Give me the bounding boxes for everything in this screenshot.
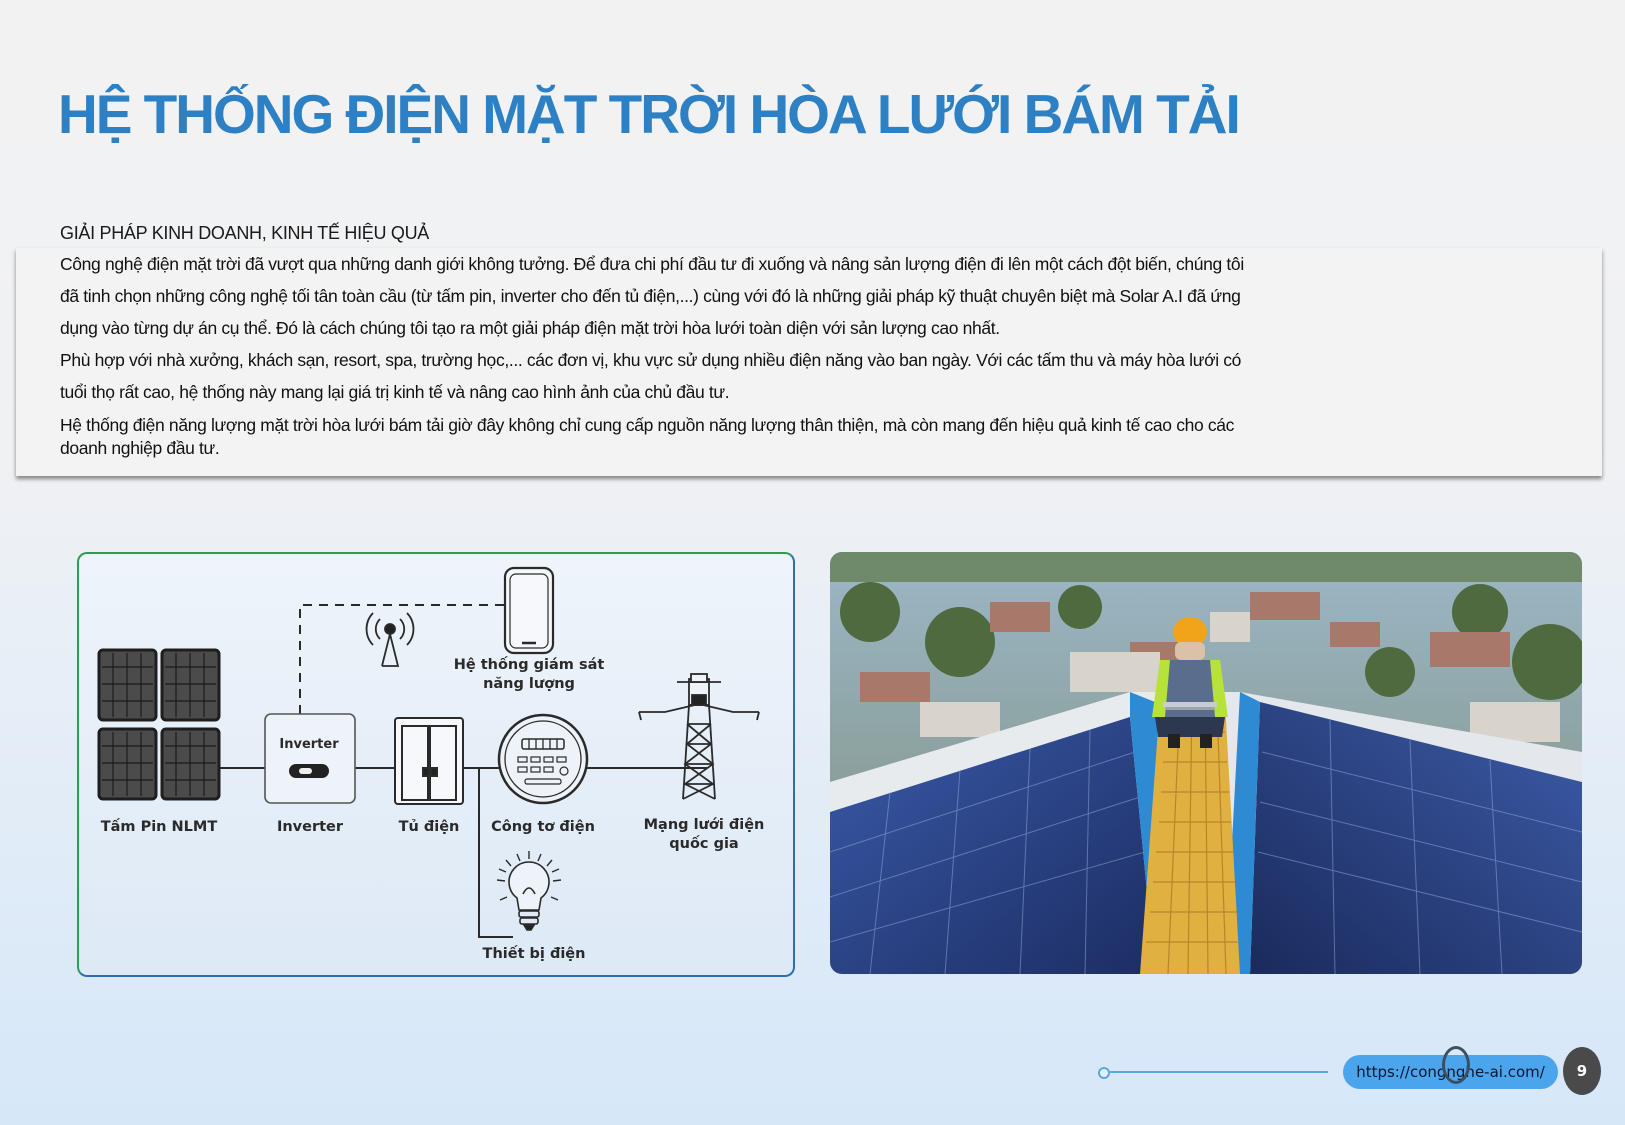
page-title: HỆ THỐNG ĐIỆN MẶT TRỜI HÒA LƯỚI BÁM TẢI	[58, 83, 1239, 145]
website-link[interactable]: https://congnghe-ai.com/	[1343, 1055, 1558, 1089]
logo-ring-icon	[1442, 1046, 1470, 1084]
meter-label: Công tơ điện	[491, 819, 595, 835]
rooftop-solar-photo	[830, 552, 1582, 974]
paragraph-3: Hệ thống điện năng lượng mặt trời hòa lưới bám tải giờ đây không chỉ cung cấp nguồn năng lượng thân thiện, mà còn mang đến hiệu quả kinh tế cao cho các doanh nghiệp đầu tư.	[60, 415, 1235, 458]
grid-label-line2: quốc gia	[669, 836, 739, 852]
photo-illustration	[830, 552, 1582, 974]
diagram-graphics	[79, 554, 795, 977]
inverter-box-text: Inverter	[279, 737, 339, 752]
device-label: Thiết bị điện	[482, 946, 586, 962]
page-subtitle: GIẢI PHÁP KINH DOANH, KINH TẾ HIỆU QUẢ	[60, 223, 430, 243]
grid-label-line1: Mạng lưới điện	[643, 817, 765, 833]
power-tower-icon	[639, 674, 759, 799]
solar-panel-label: Tấm Pin NLMT	[100, 819, 218, 835]
smartphone-icon	[505, 568, 553, 653]
antenna-icon	[367, 613, 414, 666]
energy-meter-icon	[499, 715, 587, 803]
inverter-label: Inverter	[276, 819, 344, 835]
paragraph-2: Phù hợp với nhà xưởng, khách sạn, resort, spa, trường học,... các đơn vị, khu vực sử dụng nhiều điện năng vào ban ngày. Với các tấm thu và máy hòa lưới có tuổi thọ rất cao, hệ thống này mang lại giá trị kinh tế và nâng cao hình ảnh của chủ đầu tư.	[60, 350, 1242, 402]
light-bulb-icon	[497, 851, 561, 930]
footer-line	[1103, 1071, 1328, 1073]
electrical-cabinet-icon	[395, 718, 463, 804]
footer-dot	[1098, 1067, 1110, 1079]
paragraph-1: Công nghệ điện mặt trời đã vượt qua những danh giới không tưởng. Để đưa chi phí đầu tư đi xuống và nâng sản lượng điện đi lên một cách đột biến, chúng tôi đã tinh chọn những công nghệ tối tân toàn cầu (từ tấm pin, inverter cho đến tủ điện,...) cùng với đó là những giải pháp kỹ thuật chuyên biệt mà Solar A.I đã ứng dụng vào từng dự án cụ thể. Đó là cách chúng tôi tạo ra một giải pháp điện mặt trời hòa lưới toàn diện với sản lượng cao nhất.	[60, 254, 1244, 338]
solar-panel-icon	[99, 650, 219, 799]
cabinet-label: Tủ điện	[398, 819, 460, 835]
system-diagram	[77, 552, 795, 977]
grid-label	[634, 816, 774, 854]
inverter-icon	[265, 714, 355, 803]
monitor-label	[449, 656, 609, 694]
page-number: 9	[1563, 1047, 1601, 1095]
monitor-label-line1: Hệ thống giám sát	[453, 657, 605, 673]
monitor-label-line2: năng lượng	[483, 676, 575, 692]
